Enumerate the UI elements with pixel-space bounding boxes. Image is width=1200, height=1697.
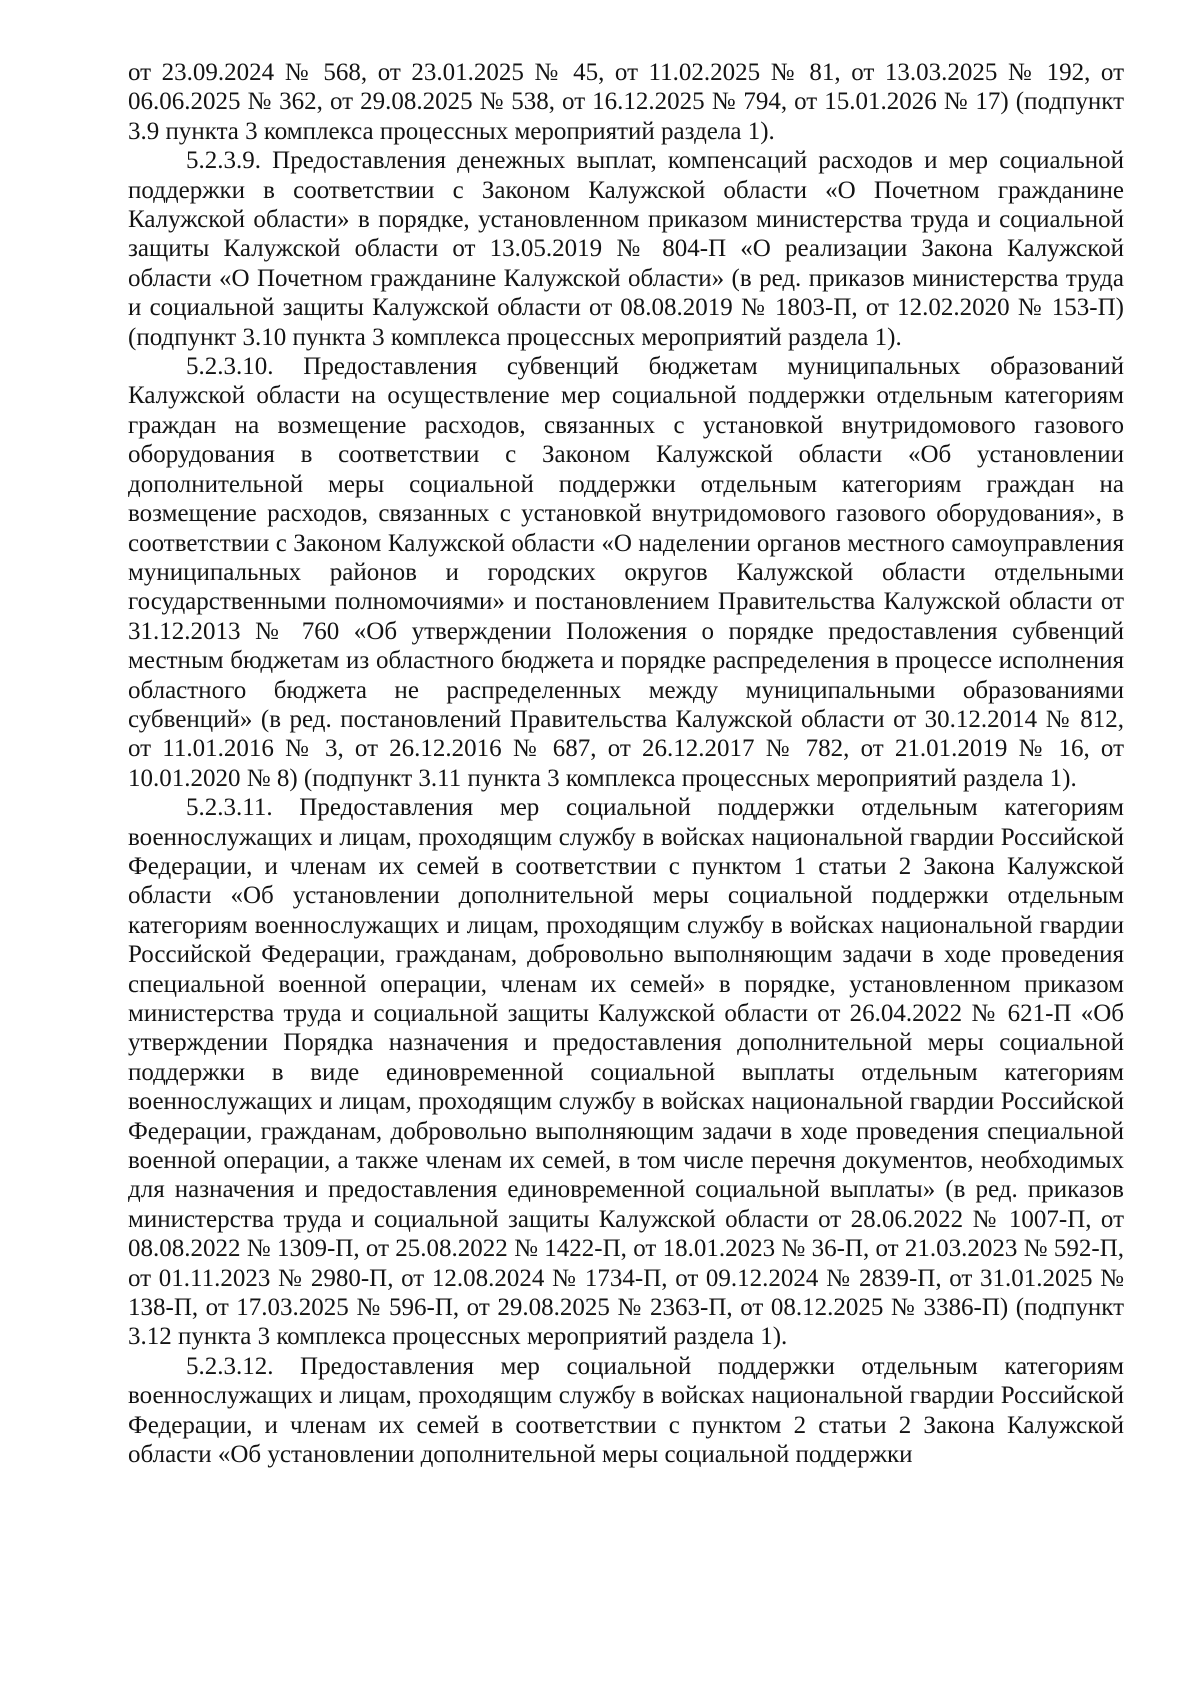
paragraph-5-2-3-9: 5.2.3.9. Предоставления денежных выплат, компенсаций расходов и мер социальной поддержки в соответствии с Законом Калужской области «О Почетном гражданине Калужской области» в порядке, установленном приказом министерства труда и социальной защиты Калужской области от 13.05.2019 № 804-П «О реализации Закона Калужской области «О Почетном гражданине Калужской области» (в ред. приказов министерства труда и социальной защиты Калужской области от 08.08.2019 № 1803-П, от 12.02.2020 № 153-П) (подпункт 3.10 пункта 3 комплекса процессных мероприятий раздела 1).: [128, 147, 1124, 351]
paragraph-5-2-3-10: 5.2.3.10. Предоставления субвенций бюджетам муниципальных образований Калужской области на осуществление мер социальной поддержки отдельным категориям граждан на возмещение расходов, связанных с установкой внутридомового газового оборудования в соответствии с Законом Калужской области «Об установлении дополнительной меры социальной поддержки отдельным категориям граждан на возмещение расходов, связанных с установкой внутридомового газового оборудования», в соответствии с Законом Калужской области «О наделении органов местного самоуправления муниципальных районов и городских округов Калужской области отдельными государственными полномочиями» и постановлением Правительства Калужской области от 31.12.2013 № 760 «Об утверждении Положения о порядке предоставления субвенций местным бюджетам из областного бюджета и порядке распределения в процессе исполнения областного бюджета не распределенных между муниципальными образованиями субвенций» (в ред. постановлений Правительства Калужской области от 30.12.2014 № 812, от 11.01.2016 № 3, от 26.12.2016 № 687, от 26.12.2017 № 782, от 21.01.2019 № 16, от 10.01.2020 № 8) (подпункт 3.11 пункта 3 комплекса процессных мероприятий раздела 1).: [128, 353, 1124, 792]
document-body: [128, 58, 1124, 1470]
paragraph-continuation: от 23.09.2024 № 568, от 23.01.2025 № 45, от 11.02.2025 № 81, от 13.03.2025 № 192, от 06.06.2025 № 362, от 29.08.2025 № 538, от 16.12.2025 № 794, от 15.01.2026 № 17) (подпункт 3.9 пункта 3 комплекса процессных мероприятий раздела 1).: [128, 59, 1124, 145]
paragraph-5-2-3-11: 5.2.3.11. Предоставления мер социальной поддержки отдельным категориям военнослужащих и лицам, проходящим службу в войсках национальной гвардии Российской Федерации, и членам их семей в соответствии с пунктом 1 статьи 2 Закона Калужской области «Об установлении дополнительной меры социальной поддержки отдельным категориям военнослужащих и лицам, проходящим службу в войсках национальной гвардии Российской Федерации, гражданам, добровольно выполняющим задачи в ходе проведения специальной военной операции, членам их семей» в порядке, установленном приказом министерства труда и социальной защиты Калужской области от 26.04.2022 № 621-П «Об утверждении Порядка назначения и предоставления дополнительной меры социальной поддержки в виде единовременной социальной выплаты отдельным категориям военнослужащих и лицам, проходящим службу в войсках национальной гвардии Российской Федерации, гражданам, добровольно выполняющим задачи в ходе проведения специальной военной операции, а также членам их семей, в том числе перечня документов, необходимых для назначения и предоставления единовременной социальной выплаты» (в ред. приказов министерства труда и социальной защиты Калужской области от 28.06.2022 № 1007-П, от 08.08.2022 № 1309-П, от 25.08.2022 № 1422-П, от 18.01.2023 № 36-П, от 21.03.2023 № 592-П, от 01.11.2023 № 2980-П, от 12.08.2024 № 1734-П, от 09.12.2024 № 2839-П, от 31.01.2025 № 138-П, от 17.03.2025 № 596-П, от 29.08.2025 № 2363-П, от 08.12.2025 № 3386-П) (подпункт 3.12 пункта 3 комплекса процессных мероприятий раздела 1).: [128, 794, 1124, 1351]
paragraph-5-2-3-12: 5.2.3.12. Предоставления мер социальной поддержки отдельным категориям военнослужащих и лицам, проходящим службу в войсках национальной гвардии Российской Федерации, и членам их семей в соответствии с пунктом 2 статьи 2 Закона Калужской области «Об установлении дополнительной меры социальной поддержки: [128, 1352, 1124, 1469]
